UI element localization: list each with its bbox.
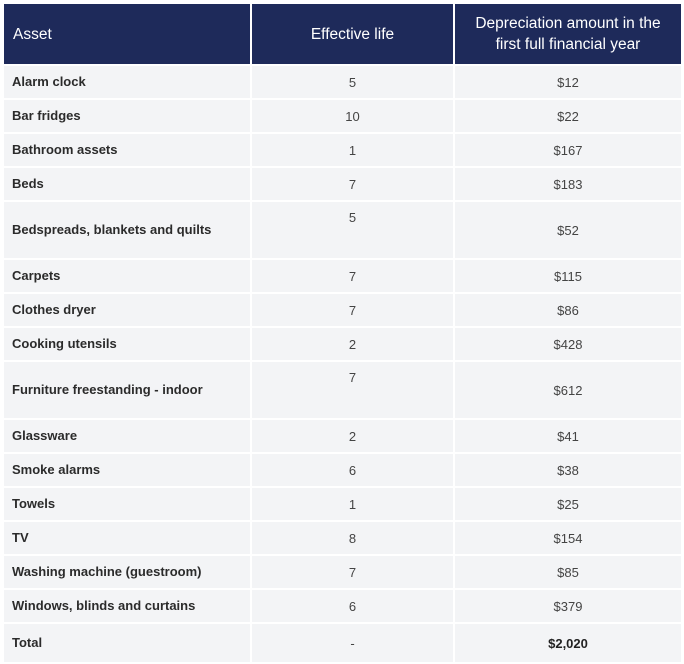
asset-cell: Bedspreads, blankets and quilts — [4, 202, 250, 258]
asset-cell: Furniture freestanding - indoor — [4, 362, 250, 418]
depreciation-table — [2, 2, 683, 664]
effective-life-cell: 8 — [252, 522, 453, 554]
depreciation-cell: $379 — [455, 590, 681, 622]
asset-cell: Bathroom assets — [4, 134, 250, 166]
depreciation-cell: $167 — [455, 134, 681, 166]
effective-life-cell: 1 — [252, 488, 453, 520]
effective-life-cell: 7 — [252, 294, 453, 326]
depreciation-cell: $52 — [455, 202, 681, 258]
table-row — [4, 100, 681, 132]
table-total-row — [4, 624, 681, 662]
effective-life-cell: 1 — [252, 134, 453, 166]
depreciation-cell: $12 — [455, 66, 681, 98]
depreciation-cell: $38 — [455, 454, 681, 486]
table-row — [4, 488, 681, 520]
asset-cell: Bar fridges — [4, 100, 250, 132]
asset-cell: Smoke alarms — [4, 454, 250, 486]
effective-life-cell: 7 — [252, 362, 453, 418]
asset-cell: Windows, blinds and curtains — [4, 590, 250, 622]
table-row — [4, 260, 681, 292]
header-effective-life: Effective life — [252, 4, 453, 64]
effective-life-cell: 7 — [252, 260, 453, 292]
table-header-row — [4, 4, 681, 64]
effective-life-cell: 10 — [252, 100, 453, 132]
table-row — [4, 362, 681, 418]
table-row — [4, 134, 681, 166]
asset-cell: Towels — [4, 488, 250, 520]
table-row — [4, 168, 681, 200]
table-row — [4, 590, 681, 622]
depreciation-cell: $22 — [455, 100, 681, 132]
asset-cell: Carpets — [4, 260, 250, 292]
header-depreciation — [455, 4, 681, 64]
effective-life-cell: 5 — [252, 66, 453, 98]
depreciation-cell: $612 — [455, 362, 681, 418]
asset-cell: Alarm clock — [4, 66, 250, 98]
asset-cell: Total — [4, 624, 250, 662]
table-row — [4, 202, 681, 258]
depreciation-cell: $85 — [455, 556, 681, 588]
table-body — [4, 66, 681, 662]
table-row — [4, 454, 681, 486]
asset-cell: Beds — [4, 168, 250, 200]
table-row — [4, 522, 681, 554]
effective-life-cell: 5 — [252, 202, 453, 258]
table-row — [4, 294, 681, 326]
effective-life-cell: 2 — [252, 420, 453, 452]
depreciation-cell: $154 — [455, 522, 681, 554]
depreciation-cell: $428 — [455, 328, 681, 360]
asset-cell: Glassware — [4, 420, 250, 452]
effective-life-cell: 6 — [252, 590, 453, 622]
depreciation-cell: $183 — [455, 168, 681, 200]
effective-life-cell: - — [252, 624, 453, 662]
table-row — [4, 556, 681, 588]
depreciation-cell: $86 — [455, 294, 681, 326]
effective-life-cell: 2 — [252, 328, 453, 360]
effective-life-cell: 7 — [252, 556, 453, 588]
depreciation-cell: $25 — [455, 488, 681, 520]
asset-cell: TV — [4, 522, 250, 554]
table-row — [4, 328, 681, 360]
asset-cell: Washing machine (guestroom) — [4, 556, 250, 588]
table-row — [4, 66, 681, 98]
depreciation-cell: $41 — [455, 420, 681, 452]
header-depreciation-text: Depreciation amount in the first full financial year — [475, 15, 661, 53]
table-row — [4, 420, 681, 452]
depreciation-cell: $115 — [455, 260, 681, 292]
asset-cell: Clothes dryer — [4, 294, 250, 326]
depreciation-cell: $2,020 — [455, 624, 681, 662]
effective-life-cell: 7 — [252, 168, 453, 200]
asset-cell: Cooking utensils — [4, 328, 250, 360]
header-asset: Asset — [4, 4, 250, 64]
effective-life-cell: 6 — [252, 454, 453, 486]
